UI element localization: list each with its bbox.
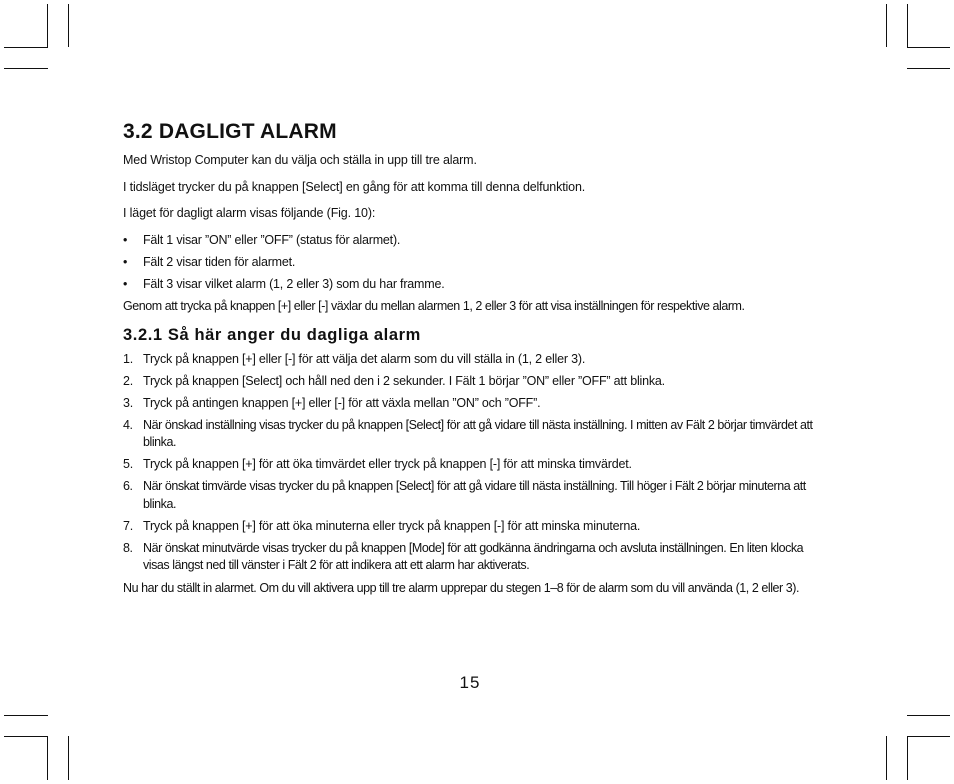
step-number: 3. bbox=[123, 395, 134, 410]
step-text: När önskad inställning visas trycker du på knappen [Select] för att gå vidare till nästa inställning. I mitten av Fält 2 börjar timvärdet att blinka. bbox=[143, 417, 813, 449]
step-number: 1. bbox=[123, 351, 134, 366]
crop-mark bbox=[4, 736, 48, 737]
crop-mark bbox=[47, 736, 48, 780]
crop-mark bbox=[68, 736, 69, 780]
bullet-item bbox=[123, 276, 823, 294]
field-bullet-list bbox=[123, 232, 823, 294]
bullet-marker: • bbox=[123, 254, 128, 269]
bullet-text: Fält 3 visar vilket alarm (1, 2 eller 3) som du har framme. bbox=[143, 276, 445, 291]
crop-mark bbox=[4, 47, 48, 48]
step-number: 4. bbox=[123, 417, 133, 432]
crop-mark bbox=[907, 47, 950, 48]
step-item bbox=[123, 478, 823, 513]
crop-mark bbox=[907, 736, 908, 780]
step-number: 5. bbox=[123, 457, 134, 471]
intro-paragraph: Med Wristop Computer kan du välja och ställa in upp till tre alarm. bbox=[123, 153, 477, 167]
steps-list bbox=[123, 351, 823, 575]
step-text: Tryck på knappen [Select] och håll ned den i 2 sekunder. I Fält 1 börjar ”ON” eller ”OFF” att blinka. bbox=[143, 373, 665, 388]
step-text: Tryck på knappen [+] för att öka minuterna eller tryck på knappen [-] för att minska minuterna. bbox=[143, 518, 641, 533]
crop-mark bbox=[907, 736, 950, 737]
bullet-text: Fält 2 visar tiden för alarmet. bbox=[143, 254, 296, 269]
toggle-paragraph: Genom att trycka på knappen [+] eller [-] växlar du mellan alarmen 1, 2 eller 3 för att visa inställningen för respektive alarm. bbox=[123, 299, 745, 313]
closing-paragraph: Nu har du ställt in alarmet. Om du vill aktivera upp till tre alarm upprepar du stegen 1–8 för de alarm som du vill använda (1, 2 eller 3). bbox=[123, 580, 800, 595]
section-heading: 3.2 DAGLIGT ALARM bbox=[123, 120, 337, 143]
page-number: 15 bbox=[459, 673, 481, 692]
crop-mark bbox=[47, 4, 48, 47]
step-text: Tryck på knappen [+] eller [-] för att välja det alarm som du vill ställa in (1, 2 eller 3). bbox=[143, 351, 586, 366]
step-item bbox=[123, 395, 823, 413]
step-number: 6. bbox=[123, 479, 133, 493]
crop-mark bbox=[886, 4, 887, 47]
step-item bbox=[123, 518, 823, 536]
bullet-marker: • bbox=[123, 232, 128, 247]
step-number: 8. bbox=[123, 540, 133, 555]
step-item bbox=[123, 417, 823, 452]
crop-mark bbox=[68, 4, 69, 47]
crop-mark bbox=[907, 68, 950, 69]
step-number: 7. bbox=[123, 518, 134, 533]
bullet-text: Fält 1 visar ”ON” eller ”OFF” (status för alarmet). bbox=[143, 232, 401, 247]
crop-mark bbox=[907, 4, 908, 47]
bullet-marker: • bbox=[123, 276, 128, 291]
crop-mark bbox=[4, 68, 48, 69]
step-item bbox=[123, 540, 823, 575]
step-text: Tryck på knappen [+] för att öka timvärdet eller tryck på knappen [-] för att minska timvärdet. bbox=[143, 457, 632, 471]
crop-mark bbox=[4, 715, 48, 716]
step-text: Tryck på antingen knappen [+] eller [-] för att växla mellan ”ON” och ”OFF”. bbox=[143, 395, 541, 410]
page-content bbox=[123, 120, 823, 606]
intro-paragraph: I läget för dagligt alarm visas följande (Fig. 10): bbox=[123, 206, 376, 220]
step-text: När önskat timvärde visas trycker du på knappen [Select] för att gå vidare till nästa inställning. Till höger i Fält 2 börjar minuterna att blinka. bbox=[143, 479, 806, 511]
subsection-heading: 3.2.1 Så här anger du dagliga alarm bbox=[123, 325, 421, 344]
step-number: 2. bbox=[123, 373, 134, 388]
crop-mark bbox=[886, 736, 887, 780]
bullet-item bbox=[123, 254, 823, 272]
step-text: När önskat minutvärde visas trycker du på knappen [Mode] för att godkänna ändringarna och avsluta inställningen. En liten klocka visas längst ned till vänster i Fält 2 för att indikera att ett alarm har aktiverats. bbox=[143, 540, 804, 572]
crop-mark bbox=[907, 715, 950, 716]
bullet-item bbox=[123, 232, 823, 250]
intro-paragraph: I tidsläget trycker du på knappen [Select] en gång för att komma till denna delfunktion. bbox=[123, 179, 586, 194]
step-item bbox=[123, 373, 823, 391]
step-item bbox=[123, 351, 823, 369]
step-item bbox=[123, 456, 823, 474]
